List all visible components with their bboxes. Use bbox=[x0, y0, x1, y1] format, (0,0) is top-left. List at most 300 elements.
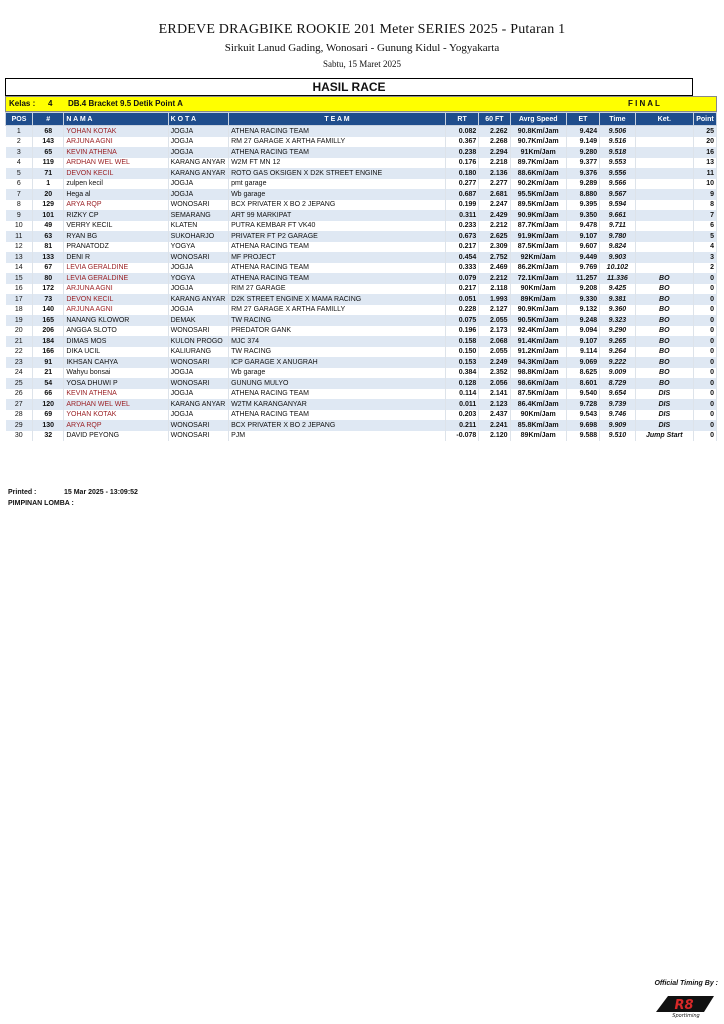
cell-speed: 94.3Km/Jam bbox=[510, 357, 566, 368]
cell-time: 11.336 bbox=[600, 273, 635, 284]
cell-point: 0 bbox=[693, 336, 716, 347]
cell-name: YOHAN KOTAK bbox=[64, 410, 168, 421]
table-row bbox=[6, 221, 717, 232]
cell-ket: BO bbox=[635, 336, 693, 347]
col-header-ft60: 60 FT bbox=[479, 113, 510, 126]
cell-number: 172 bbox=[33, 284, 64, 295]
cell-pos: 24 bbox=[6, 368, 33, 379]
cell-city: YOGYA bbox=[168, 273, 228, 284]
cell-city: JOGJA bbox=[168, 368, 228, 379]
cell-time: 9.903 bbox=[600, 252, 635, 263]
cell-city: WONOSARI bbox=[168, 357, 228, 368]
cell-city: SUKOHARJO bbox=[168, 231, 228, 242]
cell-rt: 0.082 bbox=[445, 126, 478, 137]
cell-city: KARANG ANYAR bbox=[168, 399, 228, 410]
cell-rt: 0.051 bbox=[445, 294, 478, 305]
col-header-speed: Avrg Speed bbox=[510, 113, 566, 126]
cell-team: ICP GARAGE X ANUGRAH bbox=[229, 357, 446, 368]
printed-info bbox=[8, 489, 138, 496]
cell-et: 9.769 bbox=[566, 263, 599, 274]
printed-value: 15 Mar 2025 - 13:09:52 bbox=[64, 489, 138, 496]
table-row bbox=[6, 399, 717, 410]
cell-number: 67 bbox=[33, 263, 64, 274]
cell-ket: BO bbox=[635, 315, 693, 326]
cell-name: RYAN BG bbox=[64, 231, 168, 242]
cell-time: 9.360 bbox=[600, 305, 635, 316]
cell-rt: 0.673 bbox=[445, 231, 478, 242]
cell-time: 9.594 bbox=[600, 200, 635, 211]
cell-ket: BO bbox=[635, 347, 693, 358]
cell-team: RM 27 GARAGE X ARTHA FAMILLY bbox=[229, 137, 446, 148]
cell-ket: DIS bbox=[635, 420, 693, 431]
cell-number: 32 bbox=[33, 431, 64, 442]
cell-et: 9.107 bbox=[566, 231, 599, 242]
table-row bbox=[6, 273, 717, 284]
table-row bbox=[6, 242, 717, 253]
cell-ket bbox=[635, 137, 693, 148]
cell-ft60: 2.247 bbox=[479, 200, 510, 211]
cell-team: ATHENA RACING TEAM bbox=[229, 389, 446, 400]
cell-speed: 92.4Km/Jam bbox=[510, 326, 566, 337]
cell-team: pmt garage bbox=[229, 179, 446, 190]
cell-pos: 1 bbox=[6, 126, 33, 137]
cell-speed: 88.6Km/Jam bbox=[510, 168, 566, 179]
cell-time: 9.824 bbox=[600, 242, 635, 253]
cell-number: 119 bbox=[33, 158, 64, 169]
cell-speed: 89Km/Jam bbox=[510, 294, 566, 305]
cell-point: 0 bbox=[693, 389, 716, 400]
cell-et: 9.540 bbox=[566, 389, 599, 400]
cell-ft60: 2.212 bbox=[479, 273, 510, 284]
cell-pos: 28 bbox=[6, 410, 33, 421]
cell-point: 3 bbox=[693, 252, 716, 263]
cell-speed: 95.5Km/Jam bbox=[510, 189, 566, 200]
table-row bbox=[6, 189, 717, 200]
cell-point: 0 bbox=[693, 273, 716, 284]
class-name: DB.4 Bracket 9.5 Detik Point A bbox=[68, 99, 183, 108]
cell-name: LEVIA GERALDINE bbox=[64, 263, 168, 274]
cell-ket bbox=[635, 168, 693, 179]
cell-et: 8.601 bbox=[566, 378, 599, 389]
cell-et: 9.149 bbox=[566, 137, 599, 148]
cell-number: 81 bbox=[33, 242, 64, 253]
cell-ket: BO bbox=[635, 368, 693, 379]
cell-name: Hega al bbox=[64, 189, 168, 200]
cell-city: JOGJA bbox=[168, 305, 228, 316]
printed-label: Printed : bbox=[8, 489, 37, 496]
cell-speed: 90.5Km/Jam bbox=[510, 315, 566, 326]
cell-speed: 91.4Km/Jam bbox=[510, 336, 566, 347]
cell-rt: 0.217 bbox=[445, 284, 478, 295]
cell-speed: 90.9Km/Jam bbox=[510, 305, 566, 316]
cell-et: 9.543 bbox=[566, 410, 599, 421]
cell-pos: 3 bbox=[6, 147, 33, 158]
cell-speed: 72.1Km/Jam bbox=[510, 273, 566, 284]
cell-ket: BO bbox=[635, 273, 693, 284]
cell-team: PREDATOR GANK bbox=[229, 326, 446, 337]
cell-number: 66 bbox=[33, 389, 64, 400]
cell-time: 9.506 bbox=[600, 126, 635, 137]
cell-city: JOGJA bbox=[168, 147, 228, 158]
cell-ft60: 2.309 bbox=[479, 242, 510, 253]
cell-city: KARANG ANYAR bbox=[168, 168, 228, 179]
cell-number: 120 bbox=[33, 399, 64, 410]
cell-ft60: 2.123 bbox=[479, 399, 510, 410]
cell-number: 1 bbox=[33, 179, 64, 190]
cell-rt: 0.011 bbox=[445, 399, 478, 410]
cell-time: 9.746 bbox=[600, 410, 635, 421]
cell-time: 9.661 bbox=[600, 210, 635, 221]
cell-team: ATHENA RACING TEAM bbox=[229, 126, 446, 137]
cell-speed: 86.4Km/Jam bbox=[510, 399, 566, 410]
table-row bbox=[6, 168, 717, 179]
cell-city: WONOSARI bbox=[168, 200, 228, 211]
cell-ft60: 2.120 bbox=[479, 431, 510, 442]
cell-rt: 0.311 bbox=[445, 210, 478, 221]
cell-pos: 5 bbox=[6, 168, 33, 179]
cell-et: 9.289 bbox=[566, 179, 599, 190]
cell-ket: BO bbox=[635, 284, 693, 295]
cell-pos: 11 bbox=[6, 231, 33, 242]
cell-pos: 21 bbox=[6, 336, 33, 347]
cell-ft60: 2.055 bbox=[479, 347, 510, 358]
cell-time: 9.510 bbox=[600, 431, 635, 442]
cell-ket: BO bbox=[635, 378, 693, 389]
cell-team: D2K STREET ENGINE X MAMA RACING bbox=[229, 294, 446, 305]
cell-point: 16 bbox=[693, 147, 716, 158]
cell-pos: 18 bbox=[6, 305, 33, 316]
cell-name: ARYA RQP bbox=[64, 420, 168, 431]
cell-ket: DIS bbox=[635, 389, 693, 400]
cell-ft60: 2.437 bbox=[479, 410, 510, 421]
cell-ket: BO bbox=[635, 357, 693, 368]
cell-pos: 16 bbox=[6, 284, 33, 295]
cell-ft60: 2.241 bbox=[479, 420, 510, 431]
cell-number: 80 bbox=[33, 273, 64, 284]
cell-point: 25 bbox=[693, 126, 716, 137]
cell-rt: 0.176 bbox=[445, 158, 478, 169]
cell-et: 9.424 bbox=[566, 126, 599, 137]
cell-rt: 0.075 bbox=[445, 315, 478, 326]
cell-point: 4 bbox=[693, 242, 716, 253]
class-bar bbox=[5, 96, 717, 112]
cell-ft60: 2.127 bbox=[479, 305, 510, 316]
cell-rt: 0.211 bbox=[445, 420, 478, 431]
cell-speed: 91.2Km/Jam bbox=[510, 347, 566, 358]
cell-team: Wb garage bbox=[229, 368, 446, 379]
cell-city: WONOSARI bbox=[168, 431, 228, 442]
cell-et: 9.208 bbox=[566, 284, 599, 295]
cell-ket: Jump Start bbox=[635, 431, 693, 442]
cell-time: 9.265 bbox=[600, 336, 635, 347]
cell-et: 9.132 bbox=[566, 305, 599, 316]
cell-pos: 6 bbox=[6, 179, 33, 190]
cell-name: ARJUNA AGNI bbox=[64, 137, 168, 148]
cell-ket bbox=[635, 179, 693, 190]
cell-speed: 89.5Km/Jam bbox=[510, 200, 566, 211]
cell-ft60: 2.136 bbox=[479, 168, 510, 179]
cell-city: WONOSARI bbox=[168, 326, 228, 337]
cell-et: 9.376 bbox=[566, 168, 599, 179]
cell-et: 9.449 bbox=[566, 252, 599, 263]
cell-name: DENI R bbox=[64, 252, 168, 263]
table-row bbox=[6, 137, 717, 148]
cell-city: SEMARANG bbox=[168, 210, 228, 221]
cell-city: WONOSARI bbox=[168, 252, 228, 263]
cell-pos: 15 bbox=[6, 273, 33, 284]
cell-pos: 4 bbox=[6, 158, 33, 169]
cell-ket: BO bbox=[635, 326, 693, 337]
cell-time: 9.553 bbox=[600, 158, 635, 169]
cell-rt: 0.238 bbox=[445, 147, 478, 158]
cell-name: ARYA RQP bbox=[64, 200, 168, 211]
cell-ft60: 2.625 bbox=[479, 231, 510, 242]
cell-name: ANGGA SLOTO bbox=[64, 326, 168, 337]
cell-ket bbox=[635, 252, 693, 263]
cell-pos: 19 bbox=[6, 315, 33, 326]
cell-number: 21 bbox=[33, 368, 64, 379]
cell-name: ARJUNA AGNI bbox=[64, 305, 168, 316]
cell-ft60: 2.681 bbox=[479, 189, 510, 200]
cell-ft60: 2.262 bbox=[479, 126, 510, 137]
cell-number: 130 bbox=[33, 420, 64, 431]
col-header-name: N A M A bbox=[64, 113, 168, 126]
col-header-pos: POS bbox=[6, 113, 33, 126]
cell-time: 9.566 bbox=[600, 179, 635, 190]
cell-city: JOGJA bbox=[168, 263, 228, 274]
col-header-time: Time bbox=[600, 113, 635, 126]
cell-time: 9.009 bbox=[600, 368, 635, 379]
logo-text: R8 bbox=[674, 998, 694, 1013]
cell-et: 9.607 bbox=[566, 242, 599, 253]
cell-speed: 90.9Km/Jam bbox=[510, 210, 566, 221]
cell-speed: 91.9Km/Jam bbox=[510, 231, 566, 242]
cell-time: 9.711 bbox=[600, 221, 635, 232]
cell-name: DEVON KECIL bbox=[64, 168, 168, 179]
cell-rt: 0.153 bbox=[445, 357, 478, 368]
cell-time: 9.909 bbox=[600, 420, 635, 431]
cell-pos: 29 bbox=[6, 420, 33, 431]
cell-ft60: 2.141 bbox=[479, 389, 510, 400]
cell-speed: 90.8Km/Jam bbox=[510, 126, 566, 137]
table-row bbox=[6, 179, 717, 190]
class-label: Kelas : bbox=[9, 99, 36, 108]
cell-point: 11 bbox=[693, 168, 716, 179]
cell-number: 143 bbox=[33, 137, 64, 148]
cell-rt: 0.079 bbox=[445, 273, 478, 284]
table-row bbox=[6, 368, 717, 379]
cell-point: 0 bbox=[693, 378, 716, 389]
section-title: HASIL RACE bbox=[5, 78, 693, 96]
cell-team: BCX PRIVATER X BO 2 JEPANG bbox=[229, 200, 446, 211]
cell-rt: -0.078 bbox=[445, 431, 478, 442]
table-row bbox=[6, 210, 717, 221]
cell-number: 184 bbox=[33, 336, 64, 347]
cell-city: JOGJA bbox=[168, 410, 228, 421]
cell-rt: 0.233 bbox=[445, 221, 478, 232]
cell-team: ATHENA RACING TEAM bbox=[229, 410, 446, 421]
cell-ket bbox=[635, 158, 693, 169]
col-header-rt: RT bbox=[445, 113, 478, 126]
cell-point: 0 bbox=[693, 284, 716, 295]
cell-number: 140 bbox=[33, 305, 64, 316]
cell-speed: 89Km/Jam bbox=[510, 431, 566, 442]
cell-point: 6 bbox=[693, 221, 716, 232]
cell-speed: 98.6Km/Jam bbox=[510, 378, 566, 389]
cell-et: 9.280 bbox=[566, 147, 599, 158]
cell-ft60: 2.249 bbox=[479, 357, 510, 368]
cell-number: 65 bbox=[33, 147, 64, 158]
cell-ft60: 2.277 bbox=[479, 179, 510, 190]
cell-city: YOGYA bbox=[168, 242, 228, 253]
cell-rt: 0.203 bbox=[445, 410, 478, 421]
cell-point: 0 bbox=[693, 368, 716, 379]
col-header-ket: Ket. bbox=[635, 113, 693, 126]
table-row bbox=[6, 378, 717, 389]
cell-name: KEVIN ATHENA bbox=[64, 147, 168, 158]
table-row bbox=[6, 126, 717, 137]
cell-team: PRIVATER FT P2 GARAGE bbox=[229, 231, 446, 242]
cell-city: JOGJA bbox=[168, 284, 228, 295]
cell-number: 165 bbox=[33, 315, 64, 326]
cell-name: ARDHAN WEL WEL bbox=[64, 158, 168, 169]
cell-city: KALIURANG bbox=[168, 347, 228, 358]
cell-et: 9.588 bbox=[566, 431, 599, 442]
cell-number: 91 bbox=[33, 357, 64, 368]
cell-ft60: 2.429 bbox=[479, 210, 510, 221]
cell-time: 9.425 bbox=[600, 284, 635, 295]
cell-point: 7 bbox=[693, 210, 716, 221]
cell-team: MJC 374 bbox=[229, 336, 446, 347]
table-row bbox=[6, 305, 717, 316]
col-header-et: ET bbox=[566, 113, 599, 126]
cell-rt: 0.114 bbox=[445, 389, 478, 400]
cell-ket: DIS bbox=[635, 410, 693, 421]
cell-pos: 17 bbox=[6, 294, 33, 305]
cell-point: 9 bbox=[693, 189, 716, 200]
cell-speed: 86.2Km/Jam bbox=[510, 263, 566, 274]
cell-pos: 23 bbox=[6, 357, 33, 368]
cell-pos: 7 bbox=[6, 189, 33, 200]
cell-et: 9.107 bbox=[566, 336, 599, 347]
cell-team: RM 27 GARAGE X ARTHA FAMILLY bbox=[229, 305, 446, 316]
cell-pos: 27 bbox=[6, 399, 33, 410]
cell-number: 206 bbox=[33, 326, 64, 337]
table-row bbox=[6, 158, 717, 169]
cell-name: NANANG KLOWOR bbox=[64, 315, 168, 326]
cell-rt: 0.217 bbox=[445, 242, 478, 253]
cell-point: 0 bbox=[693, 431, 716, 442]
table-row bbox=[6, 420, 717, 431]
cell-team: ART 99 MARKIPAT bbox=[229, 210, 446, 221]
cell-speed: 91Km/Jam bbox=[510, 147, 566, 158]
cell-ft60: 2.212 bbox=[479, 221, 510, 232]
cell-name: KEVIN ATHENA bbox=[64, 389, 168, 400]
cell-name: DAVID PEYONG bbox=[64, 431, 168, 442]
cell-number: 68 bbox=[33, 126, 64, 137]
cell-time: 9.290 bbox=[600, 326, 635, 337]
cell-team: MF PROJECT bbox=[229, 252, 446, 263]
cell-et: 9.478 bbox=[566, 221, 599, 232]
cell-name: PRANATODZ bbox=[64, 242, 168, 253]
cell-et: 8.880 bbox=[566, 189, 599, 200]
cell-speed: 87.5Km/Jam bbox=[510, 389, 566, 400]
cell-ket bbox=[635, 263, 693, 274]
cell-name: ARDHAN WEL WEL bbox=[64, 399, 168, 410]
cell-team: TW RACING bbox=[229, 315, 446, 326]
cell-name: RIZKY CP bbox=[64, 210, 168, 221]
cell-ket bbox=[635, 210, 693, 221]
cell-speed: 90Km/Jam bbox=[510, 410, 566, 421]
table-row bbox=[6, 200, 717, 211]
cell-rt: 0.384 bbox=[445, 368, 478, 379]
cell-point: 10 bbox=[693, 179, 716, 190]
cell-speed: 85.8Km/Jam bbox=[510, 420, 566, 431]
cell-pos: 12 bbox=[6, 242, 33, 253]
cell-point: 0 bbox=[693, 420, 716, 431]
cell-team: ATHENA RACING TEAM bbox=[229, 242, 446, 253]
cell-time: 9.516 bbox=[600, 137, 635, 148]
cell-name: DEVON KECIL bbox=[64, 294, 168, 305]
cell-point: 0 bbox=[693, 326, 716, 337]
table-row bbox=[6, 357, 717, 368]
cell-team: RIM 27 GARAGE bbox=[229, 284, 446, 295]
cell-point: 0 bbox=[693, 347, 716, 358]
cell-time: 9.567 bbox=[600, 189, 635, 200]
table-header-row bbox=[6, 113, 717, 126]
cell-time: 9.654 bbox=[600, 389, 635, 400]
cell-pos: 30 bbox=[6, 431, 33, 442]
cell-ket bbox=[635, 147, 693, 158]
table-row bbox=[6, 263, 717, 274]
cell-number: 49 bbox=[33, 221, 64, 232]
cell-number: 166 bbox=[33, 347, 64, 358]
cell-team: BCX PRIVATER X BO 2 JEPANG bbox=[229, 420, 446, 431]
cell-speed: 87.7Km/Jam bbox=[510, 221, 566, 232]
table-row bbox=[6, 252, 717, 263]
cell-team: TW RACING bbox=[229, 347, 446, 358]
col-header-point: Point bbox=[693, 113, 716, 126]
cell-time: 8.729 bbox=[600, 378, 635, 389]
cell-et: 11.257 bbox=[566, 273, 599, 284]
cell-ket bbox=[635, 126, 693, 137]
official-timing-label: Official Timing By : bbox=[654, 980, 718, 987]
cell-speed: 89.7Km/Jam bbox=[510, 158, 566, 169]
cell-et: 9.094 bbox=[566, 326, 599, 337]
cell-rt: 0.454 bbox=[445, 252, 478, 263]
cell-name: YOHAN KOTAK bbox=[64, 126, 168, 137]
cell-name: DIKA UCIL bbox=[64, 347, 168, 358]
cell-pos: 10 bbox=[6, 221, 33, 232]
cell-city: KLATEN bbox=[168, 221, 228, 232]
cell-pos: 22 bbox=[6, 347, 33, 358]
cell-number: 54 bbox=[33, 378, 64, 389]
cell-number: 129 bbox=[33, 200, 64, 211]
cell-time: 9.739 bbox=[600, 399, 635, 410]
cell-ket bbox=[635, 242, 693, 253]
cell-point: 0 bbox=[693, 410, 716, 421]
cell-et: 9.114 bbox=[566, 347, 599, 358]
table-row bbox=[6, 410, 717, 421]
event-venue: Sirkuit Lanud Gading, Wonosari - Gunung Kidul - Yogyakarta bbox=[224, 42, 500, 54]
cell-et: 9.377 bbox=[566, 158, 599, 169]
cell-et: 9.395 bbox=[566, 200, 599, 211]
cell-rt: 0.128 bbox=[445, 378, 478, 389]
cell-point: 13 bbox=[693, 158, 716, 169]
cell-ft60: 2.352 bbox=[479, 368, 510, 379]
cell-team: PUTRA KEMBAR FT VK40 bbox=[229, 221, 446, 232]
table-row bbox=[6, 389, 717, 400]
